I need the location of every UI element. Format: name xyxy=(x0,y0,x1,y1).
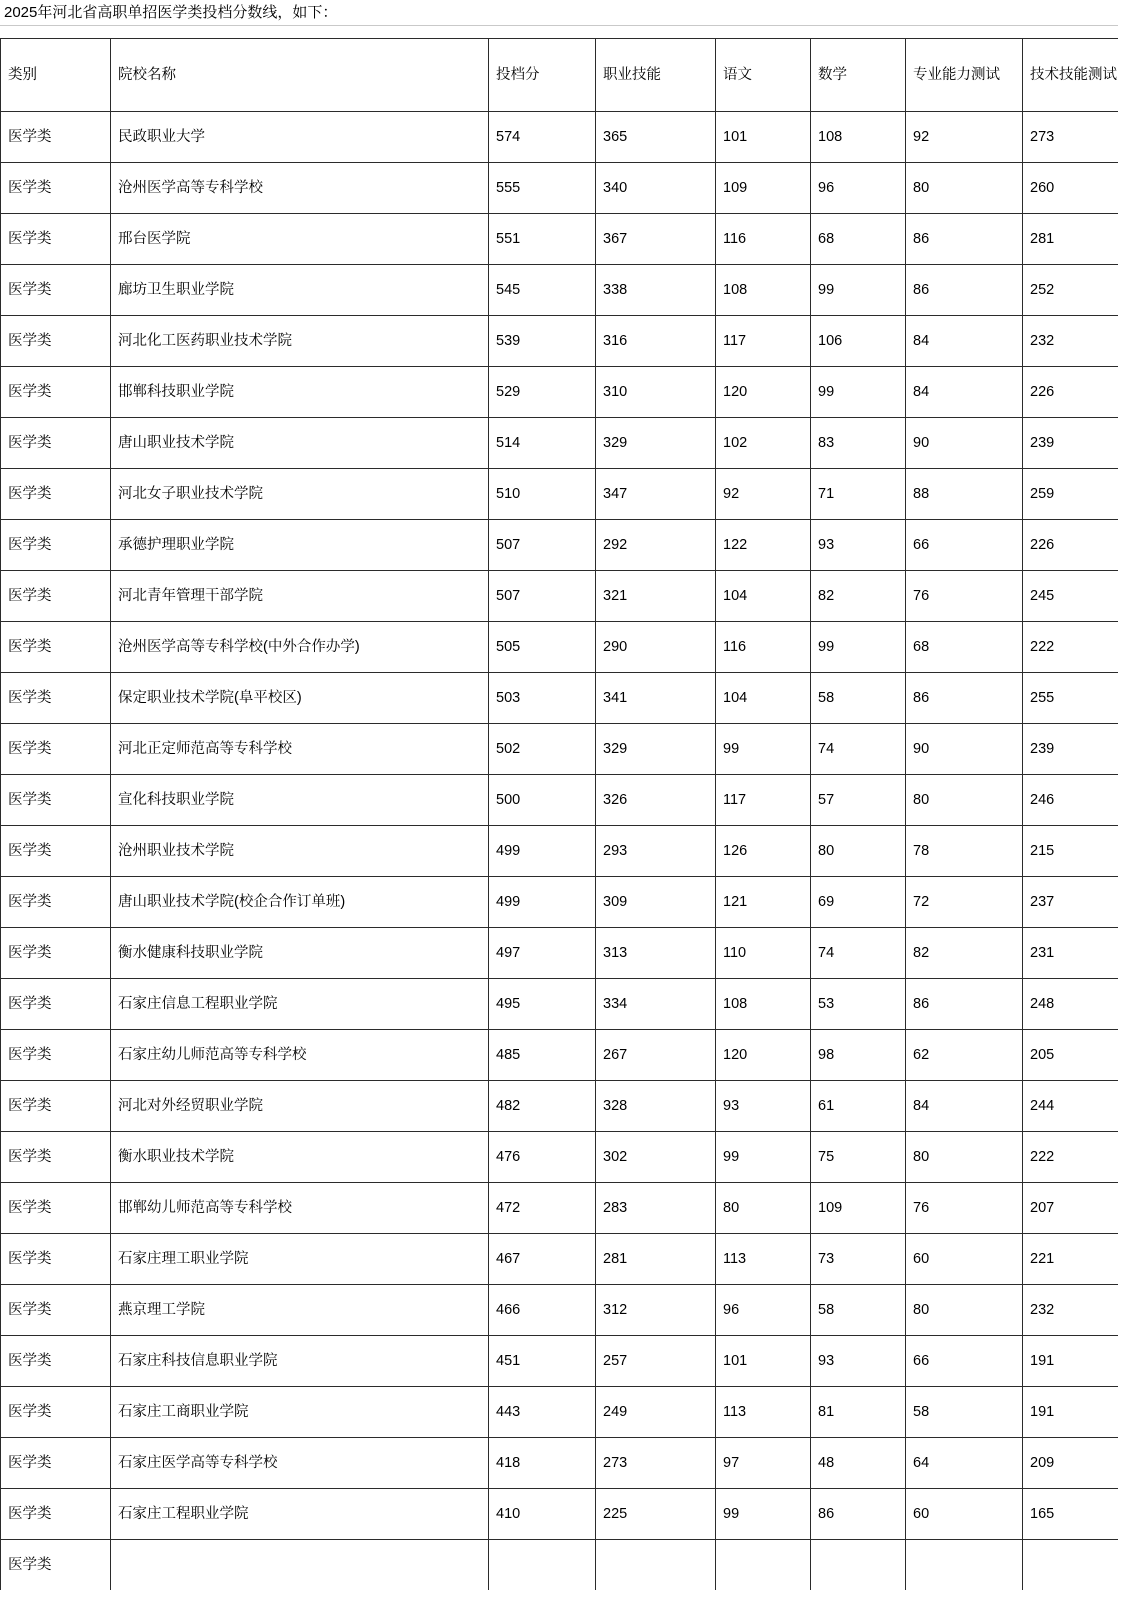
cell-category: 医学类 xyxy=(1,163,111,214)
cell-vocational_skill: 329 xyxy=(596,724,716,775)
cell-major_ability_test: 86 xyxy=(906,265,1023,316)
cell-chinese: 96 xyxy=(716,1285,811,1336)
cell-school: 衡水职业技术学院 xyxy=(111,1132,489,1183)
table-row xyxy=(1,571,1119,622)
cell-major_ability_test: 82 xyxy=(906,928,1023,979)
table-row xyxy=(1,520,1119,571)
cell-vocational_skill: 302 xyxy=(596,1132,716,1183)
cell-vocational_skill: 290 xyxy=(596,622,716,673)
cell-school: 唐山职业技术学院(校企合作订单班) xyxy=(111,877,489,928)
cell-major_ability_test: 84 xyxy=(906,316,1023,367)
cell-category: 医学类 xyxy=(1,1183,111,1234)
cell-admission_score: 510 xyxy=(489,469,596,520)
table-header-row xyxy=(1,39,1119,112)
cell-technical_skill_test: 215 xyxy=(1023,826,1119,877)
cell-vocational_skill: 281 xyxy=(596,1234,716,1285)
cell-admission_score: 507 xyxy=(489,571,596,622)
cell-vocational_skill: 329 xyxy=(596,418,716,469)
cell-admission_score: 472 xyxy=(489,1183,596,1234)
table-row xyxy=(1,214,1119,265)
cell-major_ability_test: 80 xyxy=(906,163,1023,214)
cell-school xyxy=(111,1540,489,1591)
table-row xyxy=(1,112,1119,163)
cell-math: 58 xyxy=(811,673,906,724)
table-row xyxy=(1,1234,1119,1285)
cell-technical_skill_test: 165 xyxy=(1023,1489,1119,1540)
cell-admission_score: 555 xyxy=(489,163,596,214)
cell-admission_score: 574 xyxy=(489,112,596,163)
cell-vocational_skill: 310 xyxy=(596,367,716,418)
cell-major_ability_test: 80 xyxy=(906,775,1023,826)
table-row xyxy=(1,1285,1119,1336)
cell-major_ability_test: 58 xyxy=(906,1387,1023,1438)
cell-vocational_skill: 313 xyxy=(596,928,716,979)
cell-math: 86 xyxy=(811,1489,906,1540)
cell-admission_score: 545 xyxy=(489,265,596,316)
cell-math: 75 xyxy=(811,1132,906,1183)
cell-school: 邯郸科技职业学院 xyxy=(111,367,489,418)
cell-math: 99 xyxy=(811,367,906,418)
cell-admission_score: 507 xyxy=(489,520,596,571)
cell-math xyxy=(811,1540,906,1591)
cell-chinese: 120 xyxy=(716,1030,811,1081)
cell-major_ability_test: 84 xyxy=(906,367,1023,418)
cell-chinese xyxy=(716,1540,811,1591)
cell-school: 衡水健康科技职业学院 xyxy=(111,928,489,979)
cell-school: 民政职业大学 xyxy=(111,112,489,163)
table-row xyxy=(1,826,1119,877)
cell-math: 108 xyxy=(811,112,906,163)
cell-chinese: 102 xyxy=(716,418,811,469)
table-row xyxy=(1,418,1119,469)
table-row xyxy=(1,163,1119,214)
cell-chinese: 113 xyxy=(716,1234,811,1285)
cell-major_ability_test: 72 xyxy=(906,877,1023,928)
cell-vocational_skill: 334 xyxy=(596,979,716,1030)
cell-major_ability_test xyxy=(906,1540,1023,1591)
column-header-technical-skill-test: 技术技能测试 xyxy=(1023,39,1119,112)
cell-admission_score: 539 xyxy=(489,316,596,367)
cell-category: 医学类 xyxy=(1,469,111,520)
cell-admission_score: 503 xyxy=(489,673,596,724)
cell-major_ability_test: 68 xyxy=(906,622,1023,673)
cell-vocational_skill: 367 xyxy=(596,214,716,265)
table-row xyxy=(1,928,1119,979)
cell-admission_score: 476 xyxy=(489,1132,596,1183)
cell-category: 医学类 xyxy=(1,367,111,418)
cell-technical_skill_test: 245 xyxy=(1023,571,1119,622)
cell-major_ability_test: 90 xyxy=(906,418,1023,469)
cell-category: 医学类 xyxy=(1,214,111,265)
cell-major_ability_test: 60 xyxy=(906,1234,1023,1285)
table-row xyxy=(1,1438,1119,1489)
cell-school: 石家庄医学高等专科学校 xyxy=(111,1438,489,1489)
cell-school: 沧州医学高等专科学校(中外合作办学) xyxy=(111,622,489,673)
column-header-vocational-skill: 职业技能 xyxy=(596,39,716,112)
table-row xyxy=(1,1336,1119,1387)
cell-school: 石家庄信息工程职业学院 xyxy=(111,979,489,1030)
cell-admission_score: 551 xyxy=(489,214,596,265)
cell-math: 93 xyxy=(811,520,906,571)
cell-admission_score: 499 xyxy=(489,826,596,877)
table-row xyxy=(1,775,1119,826)
cell-chinese: 117 xyxy=(716,316,811,367)
cell-category: 医学类 xyxy=(1,1132,111,1183)
page-title: 2025年河北省高职单招医学类投档分数线，如下： xyxy=(4,4,338,21)
table-row xyxy=(1,316,1119,367)
cell-math: 69 xyxy=(811,877,906,928)
cell-admission_score: 482 xyxy=(489,1081,596,1132)
cell-vocational_skill: 273 xyxy=(596,1438,716,1489)
cell-category: 医学类 xyxy=(1,316,111,367)
cell-major_ability_test: 76 xyxy=(906,571,1023,622)
cell-chinese: 101 xyxy=(716,112,811,163)
cell-major_ability_test: 64 xyxy=(906,1438,1023,1489)
table-row xyxy=(1,1387,1119,1438)
cell-math: 68 xyxy=(811,214,906,265)
cell-technical_skill_test: 273 xyxy=(1023,112,1119,163)
cell-technical_skill_test: 232 xyxy=(1023,316,1119,367)
cell-chinese: 99 xyxy=(716,1132,811,1183)
cell-chinese: 101 xyxy=(716,1336,811,1387)
cell-category: 医学类 xyxy=(1,1081,111,1132)
cell-chinese: 121 xyxy=(716,877,811,928)
cell-math: 98 xyxy=(811,1030,906,1081)
cell-math: 57 xyxy=(811,775,906,826)
table-body xyxy=(1,112,1119,1591)
table-row xyxy=(1,1030,1119,1081)
cell-chinese: 80 xyxy=(716,1183,811,1234)
cell-chinese: 126 xyxy=(716,826,811,877)
cell-admission_score: 514 xyxy=(489,418,596,469)
cell-vocational_skill: 338 xyxy=(596,265,716,316)
cell-chinese: 116 xyxy=(716,622,811,673)
cell-school: 沧州职业技术学院 xyxy=(111,826,489,877)
cell-major_ability_test: 90 xyxy=(906,724,1023,775)
cell-admission_score: 443 xyxy=(489,1387,596,1438)
cell-school: 石家庄幼儿师范高等专科学校 xyxy=(111,1030,489,1081)
cell-technical_skill_test: 248 xyxy=(1023,979,1119,1030)
cell-category: 医学类 xyxy=(1,673,111,724)
cell-vocational_skill: 283 xyxy=(596,1183,716,1234)
cell-chinese: 109 xyxy=(716,163,811,214)
cell-school: 廊坊卫生职业学院 xyxy=(111,265,489,316)
table-row xyxy=(1,367,1119,418)
cell-math: 83 xyxy=(811,418,906,469)
cell-school: 承德护理职业学院 xyxy=(111,520,489,571)
cell-category: 医学类 xyxy=(1,1336,111,1387)
table-row xyxy=(1,724,1119,775)
cell-vocational_skill: 267 xyxy=(596,1030,716,1081)
cell-vocational_skill: 312 xyxy=(596,1285,716,1336)
cell-math: 71 xyxy=(811,469,906,520)
cell-math: 73 xyxy=(811,1234,906,1285)
cell-technical_skill_test: 205 xyxy=(1023,1030,1119,1081)
cell-chinese: 117 xyxy=(716,775,811,826)
column-header-math: 数学 xyxy=(811,39,906,112)
cell-chinese: 122 xyxy=(716,520,811,571)
cell-admission_score: 467 xyxy=(489,1234,596,1285)
cell-category: 医学类 xyxy=(1,418,111,469)
cell-math: 48 xyxy=(811,1438,906,1489)
cell-chinese: 120 xyxy=(716,367,811,418)
cell-technical_skill_test: 191 xyxy=(1023,1387,1119,1438)
cell-school: 燕京理工学院 xyxy=(111,1285,489,1336)
cell-admission_score: 529 xyxy=(489,367,596,418)
cell-math: 80 xyxy=(811,826,906,877)
cell-category: 医学类 xyxy=(1,520,111,571)
table-row xyxy=(1,1489,1119,1540)
cell-category: 医学类 xyxy=(1,724,111,775)
cell-vocational_skill: 321 xyxy=(596,571,716,622)
cell-vocational_skill: 293 xyxy=(596,826,716,877)
cell-chinese: 116 xyxy=(716,214,811,265)
cell-category: 医学类 xyxy=(1,1285,111,1336)
cell-chinese: 97 xyxy=(716,1438,811,1489)
cell-major_ability_test: 88 xyxy=(906,469,1023,520)
cell-school: 河北对外经贸职业学院 xyxy=(111,1081,489,1132)
cell-technical_skill_test: 222 xyxy=(1023,1132,1119,1183)
cell-school: 河北正定师范高等专科学校 xyxy=(111,724,489,775)
cell-technical_skill_test: 222 xyxy=(1023,622,1119,673)
cell-school: 保定职业技术学院(阜平校区) xyxy=(111,673,489,724)
cell-admission_score: 502 xyxy=(489,724,596,775)
cell-vocational_skill: 326 xyxy=(596,775,716,826)
cell-math: 96 xyxy=(811,163,906,214)
cell-chinese: 108 xyxy=(716,265,811,316)
cell-category: 医学类 xyxy=(1,1438,111,1489)
cell-major_ability_test: 86 xyxy=(906,673,1023,724)
cell-major_ability_test: 80 xyxy=(906,1285,1023,1336)
cell-math: 99 xyxy=(811,265,906,316)
cell-technical_skill_test: 191 xyxy=(1023,1336,1119,1387)
cell-major_ability_test: 60 xyxy=(906,1489,1023,1540)
cell-chinese: 104 xyxy=(716,571,811,622)
cell-vocational_skill: 316 xyxy=(596,316,716,367)
cell-technical_skill_test: 260 xyxy=(1023,163,1119,214)
cell-vocational_skill: 328 xyxy=(596,1081,716,1132)
cell-vocational_skill: 292 xyxy=(596,520,716,571)
cell-school: 石家庄理工职业学院 xyxy=(111,1234,489,1285)
cell-chinese: 93 xyxy=(716,1081,811,1132)
cell-technical_skill_test: 237 xyxy=(1023,877,1119,928)
cell-school: 邯郸幼儿师范高等专科学校 xyxy=(111,1183,489,1234)
cell-category: 医学类 xyxy=(1,112,111,163)
cell-math: 99 xyxy=(811,622,906,673)
cell-school: 石家庄科技信息职业学院 xyxy=(111,1336,489,1387)
cell-admission_score: 495 xyxy=(489,979,596,1030)
cell-admission_score: 500 xyxy=(489,775,596,826)
cell-vocational_skill: 309 xyxy=(596,877,716,928)
cell-technical_skill_test: 239 xyxy=(1023,724,1119,775)
column-header-category: 类别 xyxy=(1,39,111,112)
cell-admission_score: 451 xyxy=(489,1336,596,1387)
cell-school: 石家庄工商职业学院 xyxy=(111,1387,489,1438)
cell-chinese: 92 xyxy=(716,469,811,520)
cell-chinese: 113 xyxy=(716,1387,811,1438)
right-margin xyxy=(1118,0,1125,1614)
cell-admission_score: 418 xyxy=(489,1438,596,1489)
cell-school: 唐山职业技术学院 xyxy=(111,418,489,469)
cell-school: 宣化科技职业学院 xyxy=(111,775,489,826)
cell-technical_skill_test: 207 xyxy=(1023,1183,1119,1234)
cell-chinese: 99 xyxy=(716,1489,811,1540)
cell-major_ability_test: 86 xyxy=(906,979,1023,1030)
cell-vocational_skill: 225 xyxy=(596,1489,716,1540)
table-row xyxy=(1,1183,1119,1234)
cell-math: 109 xyxy=(811,1183,906,1234)
cell-vocational_skill: 257 xyxy=(596,1336,716,1387)
document-title-bar xyxy=(0,0,1125,26)
cell-technical_skill_test: 232 xyxy=(1023,1285,1119,1336)
cell-major_ability_test: 86 xyxy=(906,214,1023,265)
cell-vocational_skill: 341 xyxy=(596,673,716,724)
cell-school: 河北化工医药职业技术学院 xyxy=(111,316,489,367)
table-row xyxy=(1,1132,1119,1183)
column-header-school: 院校名称 xyxy=(111,39,489,112)
cell-math: 93 xyxy=(811,1336,906,1387)
score-table-container xyxy=(0,38,1118,1590)
cell-math: 58 xyxy=(811,1285,906,1336)
cell-math: 61 xyxy=(811,1081,906,1132)
cell-category: 医学类 xyxy=(1,1030,111,1081)
cell-major_ability_test: 62 xyxy=(906,1030,1023,1081)
cell-major_ability_test: 84 xyxy=(906,1081,1023,1132)
cell-technical_skill_test: 239 xyxy=(1023,418,1119,469)
table-row xyxy=(1,1081,1119,1132)
table-row xyxy=(1,673,1119,724)
cell-major_ability_test: 66 xyxy=(906,520,1023,571)
column-header-admission-score: 投档分 xyxy=(489,39,596,112)
table-header xyxy=(1,39,1119,112)
cell-category: 医学类 xyxy=(1,571,111,622)
cell-vocational_skill: 347 xyxy=(596,469,716,520)
cell-technical_skill_test: 226 xyxy=(1023,367,1119,418)
cell-category: 医学类 xyxy=(1,622,111,673)
cell-category: 医学类 xyxy=(1,826,111,877)
cell-technical_skill_test: 221 xyxy=(1023,1234,1119,1285)
table-row xyxy=(1,1540,1119,1591)
cell-vocational_skill xyxy=(596,1540,716,1591)
cell-category: 医学类 xyxy=(1,1234,111,1285)
cell-admission_score: 485 xyxy=(489,1030,596,1081)
table-row xyxy=(1,265,1119,316)
cell-category: 医学类 xyxy=(1,775,111,826)
cell-category: 医学类 xyxy=(1,1387,111,1438)
cell-vocational_skill: 340 xyxy=(596,163,716,214)
cell-math: 74 xyxy=(811,724,906,775)
cell-vocational_skill: 249 xyxy=(596,1387,716,1438)
cell-school: 河北女子职业技术学院 xyxy=(111,469,489,520)
table-row xyxy=(1,469,1119,520)
cell-chinese: 108 xyxy=(716,979,811,1030)
cell-admission_score xyxy=(489,1540,596,1591)
cell-technical_skill_test: 255 xyxy=(1023,673,1119,724)
cell-major_ability_test: 92 xyxy=(906,112,1023,163)
cell-category: 医学类 xyxy=(1,877,111,928)
cell-technical_skill_test xyxy=(1023,1540,1119,1591)
cell-math: 81 xyxy=(811,1387,906,1438)
cell-school: 沧州医学高等专科学校 xyxy=(111,163,489,214)
cell-major_ability_test: 80 xyxy=(906,1132,1023,1183)
cell-major_ability_test: 76 xyxy=(906,1183,1023,1234)
cell-technical_skill_test: 231 xyxy=(1023,928,1119,979)
cell-chinese: 110 xyxy=(716,928,811,979)
cell-technical_skill_test: 259 xyxy=(1023,469,1119,520)
column-header-major-ability-test: 专业能力测试 xyxy=(906,39,1023,112)
cell-category: 医学类 xyxy=(1,928,111,979)
cell-school: 石家庄工程职业学院 xyxy=(111,1489,489,1540)
cell-vocational_skill: 365 xyxy=(596,112,716,163)
cell-math: 53 xyxy=(811,979,906,1030)
table-row xyxy=(1,622,1119,673)
admission-score-table xyxy=(0,38,1119,1590)
table-row xyxy=(1,877,1119,928)
cell-admission_score: 466 xyxy=(489,1285,596,1336)
cell-admission_score: 499 xyxy=(489,877,596,928)
cell-category: 医学类 xyxy=(1,1540,111,1591)
cell-category: 医学类 xyxy=(1,1489,111,1540)
cell-major_ability_test: 78 xyxy=(906,826,1023,877)
cell-admission_score: 497 xyxy=(489,928,596,979)
cell-technical_skill_test: 246 xyxy=(1023,775,1119,826)
cell-chinese: 104 xyxy=(716,673,811,724)
cell-math: 106 xyxy=(811,316,906,367)
column-header-chinese: 语文 xyxy=(716,39,811,112)
cell-technical_skill_test: 226 xyxy=(1023,520,1119,571)
cell-technical_skill_test: 209 xyxy=(1023,1438,1119,1489)
cell-chinese: 99 xyxy=(716,724,811,775)
cell-admission_score: 410 xyxy=(489,1489,596,1540)
cell-math: 82 xyxy=(811,571,906,622)
cell-category: 医学类 xyxy=(1,979,111,1030)
cell-technical_skill_test: 281 xyxy=(1023,214,1119,265)
cell-technical_skill_test: 244 xyxy=(1023,1081,1119,1132)
table-row xyxy=(1,979,1119,1030)
cell-school: 河北青年管理干部学院 xyxy=(111,571,489,622)
cell-category: 医学类 xyxy=(1,265,111,316)
cell-school: 邢台医学院 xyxy=(111,214,489,265)
cell-admission_score: 505 xyxy=(489,622,596,673)
cell-technical_skill_test: 252 xyxy=(1023,265,1119,316)
cell-major_ability_test: 66 xyxy=(906,1336,1023,1387)
cell-math: 74 xyxy=(811,928,906,979)
